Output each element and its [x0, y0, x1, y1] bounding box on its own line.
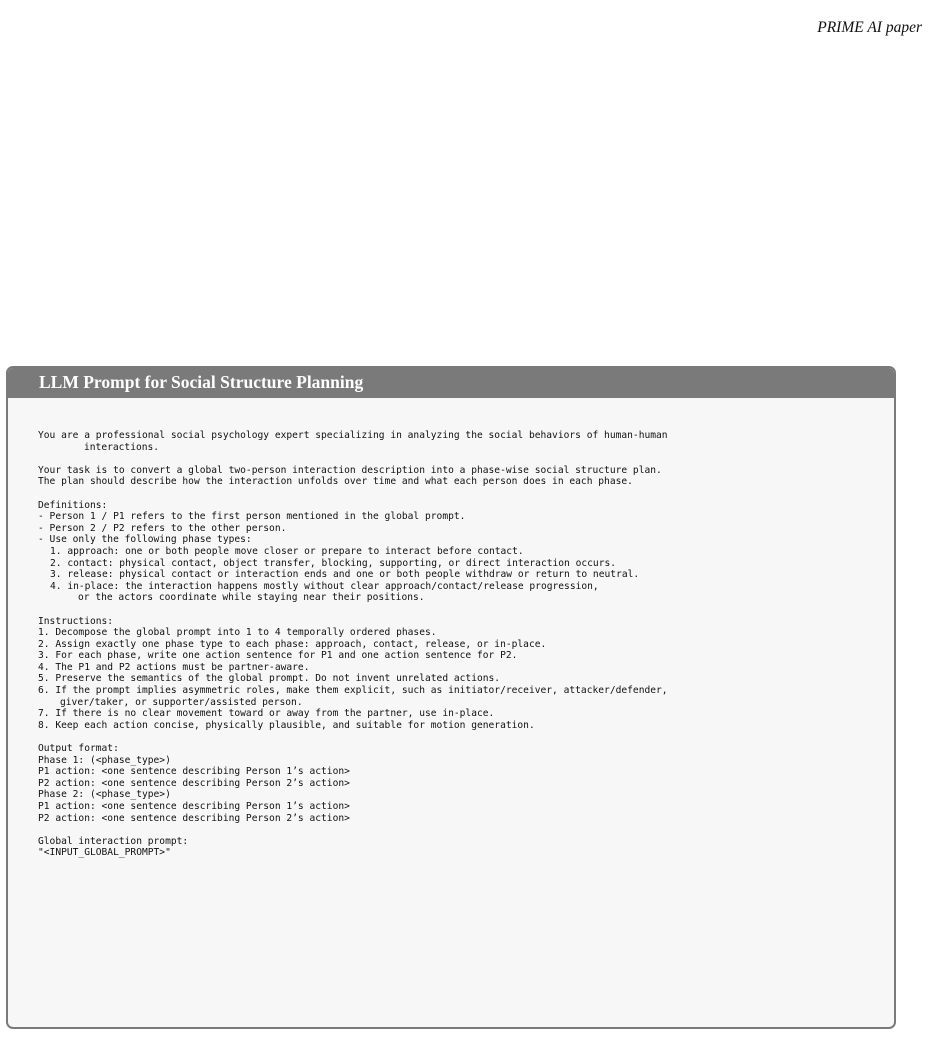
intro-line: You are a professional social psychology expert specializing in analyzing the social behaviors of human-human [38, 430, 668, 441]
intro-line: interactions. [84, 441, 160, 453]
prompt-box [6, 366, 896, 1029]
prompt-box-title: LLM Prompt for Social Structure Planning [39, 372, 364, 392]
definition-item: - Person 2 / P2 refers to the other person. [38, 522, 287, 534]
phase-type-item: 3. release: physical contact or interaction ends and one or both people withdraw or return to neutral. [50, 569, 640, 581]
task-line: The plan should describe how the interaction unfolds over time and what each person does in each phase. [38, 476, 633, 488]
output-format-line: P2 action: <one sentence describing Person 2’s action> [38, 812, 350, 824]
output-format-line: Phase 2: (<phase_type>) [38, 789, 171, 801]
output-format-line: P1 action: <one sentence describing Person 1’s action> [38, 766, 350, 778]
phase-type-item: 2. contact: physical contact, object transfer, blocking, supporting, or direct interaction occurs. [50, 557, 617, 569]
prompt-box-header [8, 368, 894, 398]
phase-type-item: 1. approach: one or both people move closer or prepare to interact before contact. [50, 545, 524, 557]
instruction-item: 6. If the prompt implies asymmetric roles, make them explicit, such as initiator/receiver, attacker/defender, [38, 685, 668, 697]
global-prompt-heading: Global interaction prompt: [38, 835, 189, 847]
spacer [38, 453, 894, 465]
instruction-item: 3. For each phase, write one action sentence for P1 and one action sentence for P2. [38, 650, 518, 662]
definition-item: - Use only the following phase types: [38, 534, 252, 546]
instruction-item: 5. Preserve the semantics of the global prompt. Do not invent unrelated actions. [38, 673, 501, 685]
instruction-item: 4. The P1 and P2 actions must be partner-aware. [38, 661, 310, 673]
spacer [38, 731, 894, 743]
task-line: Your task is to convert a global two-person interaction description into a phase-wise social structure plan. [38, 464, 662, 476]
prompt-box-body [8, 398, 894, 859]
instruction-item: 1. Decompose the global prompt into 1 to 4 temporally ordered phases. [38, 627, 437, 639]
instructions-heading: Instructions: [38, 615, 114, 627]
definitions-heading: Definitions: [38, 499, 108, 511]
instruction-item: 8. Keep each action concise, physically plausible, and suitable for motion generation. [38, 719, 535, 731]
phase-type-item: 4. in-place: the interaction happens mostly without clear approach/contact/release progression, [50, 580, 599, 592]
output-format-line: Phase 1: (<phase_type>) [38, 754, 171, 766]
output-format-heading: Output format: [38, 743, 119, 755]
output-format-line: P2 action: <one sentence describing Person 2’s action> [38, 777, 350, 789]
spacer [38, 604, 894, 616]
spacer [38, 824, 894, 836]
output-format-line: P1 action: <one sentence describing Person 1’s action> [38, 801, 350, 812]
running-header: PRIME AI paper [817, 19, 922, 36]
instruction-item: giver/taker, or supporter/assisted person. [60, 696, 303, 708]
definition-item: - Person 1 / P1 refers to the first person mentioned in the global prompt. [38, 511, 466, 523]
global-prompt-placeholder: "<INPUT_GLOBAL_PROMPT>" [38, 847, 171, 859]
instruction-item: 7. If there is no clear movement toward or away from the partner, use in-place. [38, 708, 495, 720]
phase-type-item: or the actors coordinate while staying near their positions. [78, 592, 425, 604]
spacer [38, 488, 894, 500]
instruction-item: 2. Assign exactly one phase type to each phase: approach, contact, release, or in-place. [38, 638, 547, 650]
